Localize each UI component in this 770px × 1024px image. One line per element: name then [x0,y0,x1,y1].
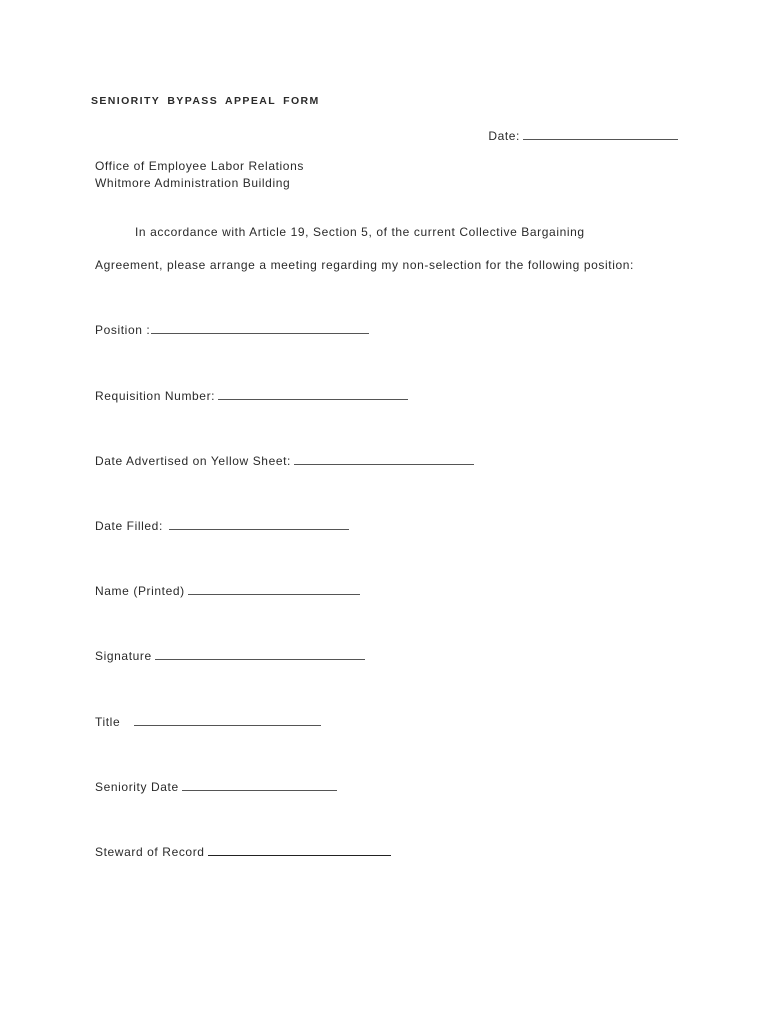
date-filled-input-line[interactable] [169,518,349,530]
signature-field [95,648,365,663]
address-line-2: Whitmore Administration Building [95,176,291,190]
requisition-input-line[interactable] [218,388,408,400]
date-input-line[interactable] [523,128,678,140]
title-label: Title [95,715,121,729]
position-label: Position : [95,323,151,337]
seniority-date-field [95,779,337,794]
date-label: Date: [488,129,520,143]
requisition-field [95,388,408,403]
seniority-date-input-line[interactable] [182,779,337,791]
form-title: SENIORITY BYPASS APPEAL FORM [91,95,320,107]
position-input-line[interactable] [151,322,369,334]
name-printed-input-line[interactable] [188,583,360,595]
seniority-date-label: Seniority Date [95,780,179,794]
date-filled-label: Date Filled: [95,519,163,533]
date-filled-field [95,518,349,533]
paragraph-line-2: Agreement, please arrange a meeting regarding my non-selection for the following position: [95,258,634,272]
date-advertised-field [95,453,474,468]
steward-field [95,844,391,859]
date-advertised-label: Date Advertised on Yellow Sheet: [95,454,291,468]
title-field [95,714,321,729]
steward-label: Steward of Record [95,845,205,859]
requisition-label: Requisition Number: [95,389,216,403]
paragraph-line-1: In accordance with Article 19, Section 5, of the current Collective Bargaining [135,225,585,239]
signature-label: Signature [95,649,152,663]
date-field [488,128,678,143]
name-printed-field [95,583,360,598]
title-input-line[interactable] [134,714,321,726]
position-field [95,322,369,337]
date-advertised-input-line[interactable] [294,453,474,465]
address-line-1: Office of Employee Labor Relations [95,159,304,173]
name-printed-label: Name (Printed) [95,584,185,598]
signature-input-line[interactable] [155,648,365,660]
steward-input-line[interactable] [208,844,391,856]
